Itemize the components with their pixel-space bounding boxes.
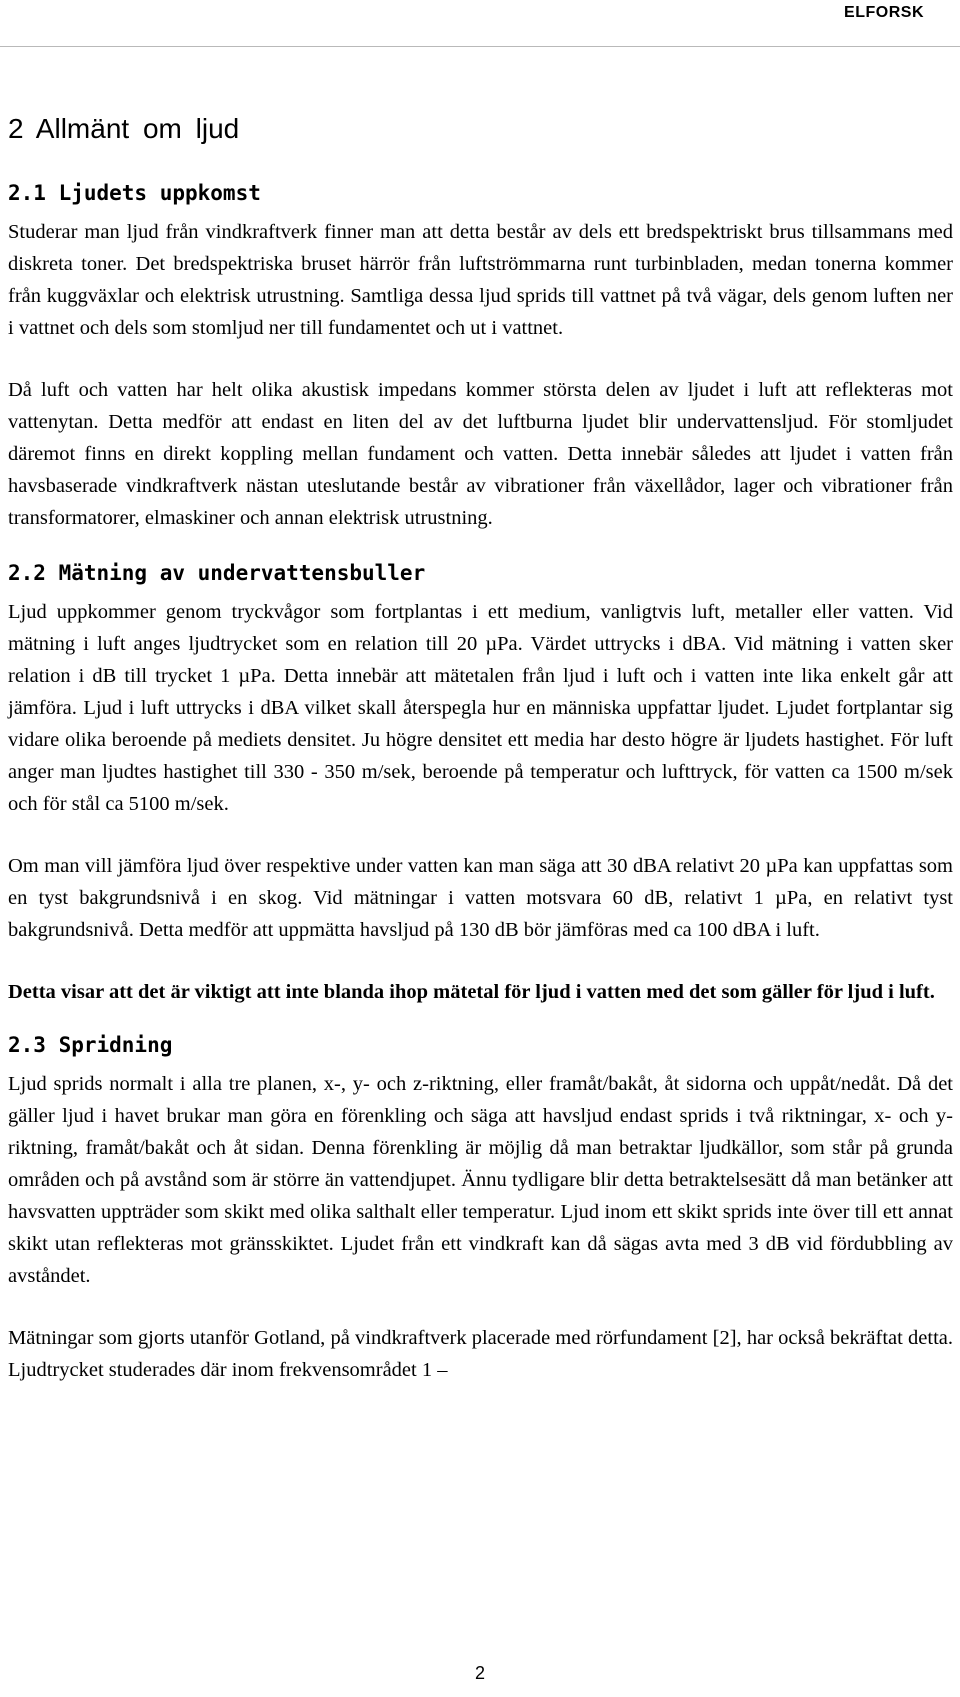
paragraph: Om man vill jämföra ljud över respektive under vatten kan man säga att 30 dBA relativt 20 µPa kan uppfattas som en tyst bakgrundsnivå i en skog. Vid mätningar i vatten motsvara 60 dB, relativt 1 µPa, en relativt tyst bakgrundsnivå. Detta medför att uppmätta havsljud på 130 dB bör jämföras med ca 100 dBA i luft. (8, 855, 953, 942)
page-content (8, 112, 953, 1386)
chapter-title: 2 Allmänt om ljud (8, 113, 240, 144)
paragraph: Ljud uppkommer genom tryckvågor som fortplantas i ett medium, vanligtvis luft, metaller eller vatten. Vid mätning i luft anges ljudtrycket som en relation till 20 µPa. Värdet uttrycks i dBA. Vid mätning i vatten sker relation i dB till trycket 1 µPa. Detta innebär att mätetalen från ljud i luft och i vatten inte lika enkelt går att jämföra. Ljud i luft uttrycks i dBA vilket skall återspegla hur en människa uppfattar ljudet. Ljudet fortplantar sig vidare olika beroende på mediets densitet. Ju högre densitet ett media har desto högre är ljudets hastighet. För luft anger man ljudtes hastighet till 330 - 350 m/sek, beroende på temperatur och lufttryck, för vatten ca 1500 m/sek och för stål ca 5100 m/sek. (8, 601, 953, 816)
paragraph: Mätningar som gjorts utanför Gotland, på vindkraftverk placerade med rörfundament [2], har också bekräftat detta. Ljudtrycket studerades där inom frekvensområdet 1 – (8, 1327, 953, 1382)
paragraph: Då luft och vatten har helt olika akustisk impedans kommer största delen av ljudet i luft att reflekteras mot vattenytan. Detta medför att endast en liten del av det luftburna ljudet blir undervattensljud. För stomljudet däremot finns en direkt koppling mellan fundament och vatten. Detta innebär således att ljudet i vatten från havsbaserade vindkraftverk nästan uteslutande består av vibrationer från växellådor, lager och vibrationer från transformatorer, elmaskiner och annan elektrisk utrustning. (8, 378, 953, 529)
paragraph: Ljud sprids normalt i alla tre planen, x-, y- och z-riktning, eller framåt/bakåt, åt sidorna och uppåt/nedåt. Då det gäller ljud i havet brukar man göra en förenkling och säga att havsljud endast sprids i två riktningar, x- och y-riktning, framåt/bakåt och åt sidan. Denna förenkling är möjlig då man betraktar ljudkällor, som står på grunda områden och på avstånd som är större än vattendjupet. Ännu tydligare blir detta betraktelsesätt då man betänker att havsvatten uppträder som skikt med olika salthalt eller temperatur. Ljud inom ett skikt sprids inte över till ett annat skikt utan reflekteras mot gränsskiktet. Ljudet från ett vindkraft kan då sägas avta med 3 dB vid fördubbling av avståndet. (8, 1073, 953, 1288)
section-heading-2-1: 2.1 Ljudets uppkomst (8, 180, 261, 205)
header-brand: ELFORSK (844, 4, 924, 21)
page-number: 2 (474, 1663, 485, 1683)
paragraph: Studerar man ljud från vindkraftverk finner man att detta består av dels ett bredspektriskt brus tillsammans med diskreta toner. Det bredspektriska bruset härrör från luftströmmarna runt turbinbladen, medan tonerna kommer från kuggväxlar och elektrisk utrustning. Samtliga dessa ljud sprids till vattnet på två vägar, dels genom luften ner i vattnet och dels som stomljud ner till fundamentet och ut i vattnet. (8, 220, 953, 339)
header-divider (0, 46, 960, 47)
section-heading-2-2: 2.2 Mätning av undervattensbuller (8, 560, 426, 585)
emphasis-paragraph: Detta visar att det är viktigt att inte blanda ihop mätetal för ljud i vatten med det som gäller för ljud i luft. (8, 981, 935, 1004)
section-heading-2-3: 2.3 Spridning (8, 1033, 173, 1058)
